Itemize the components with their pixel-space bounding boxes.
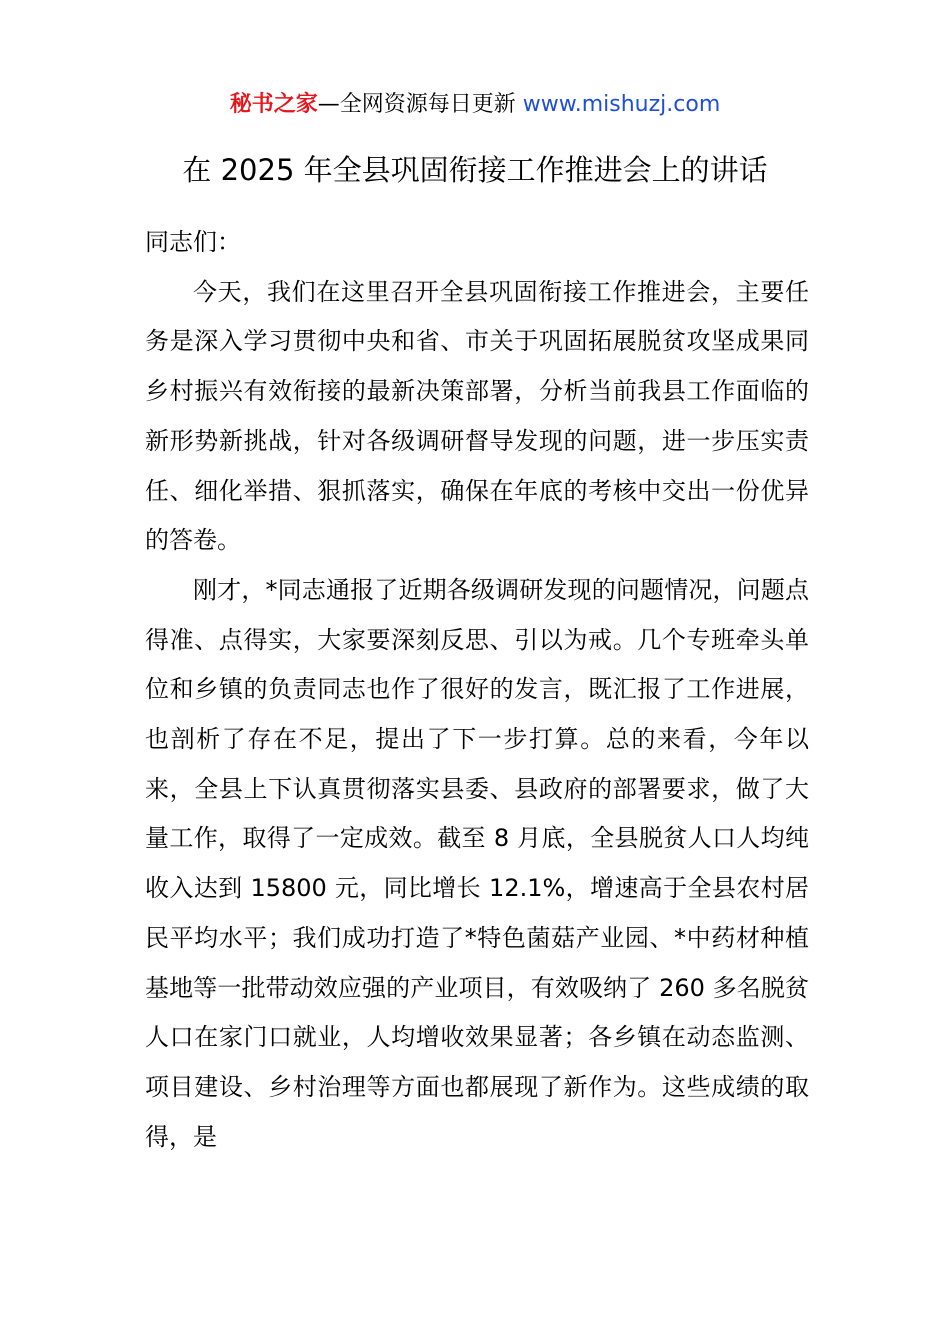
- site-tagline: —全网资源每日更新: [317, 92, 516, 117]
- site-header: [0, 88, 950, 122]
- document-body: [145, 218, 809, 1162]
- document-title: 在 2025 年全县巩固衔接工作推进会上的讲话: [182, 153, 768, 187]
- paragraph-2: 刚才，*同志通报了近期各级调研发现的问题情况，问题点得准、点得实，大家要深刻反思、引以为戒。几个专班牵头单位和乡镇的负责同志也作了很好的发言，既汇报了工作进展，也剖析了存在不足，提出了下一步打算。总的来看，今年以来，全县上下认真贯彻落实县委、县政府的部署要求，做了大量工作，取得了一定成效。截至 8 月底，全县脱贫人口人均纯收入达到 15800 元，同比增长 12.1%，增速高于全县农村居民平均水平；我们成功打造了*特色菌菇产业园、*中药材种植基地等一批带动效应强的产业项目，有效吸纳了 260 多名脱贫人口在家门口就业，人均增收效果显著；各乡镇在动态监测、项目建设、乡村治理等方面也都展现了新作为。这些成绩的取得，是: [145, 575, 809, 1151]
- paragraph-1: 今天，我们在这里召开全县巩固衔接工作推进会，主要任务是深入学习贯彻中央和省、市关于巩固拓展脱贫攻坚成果同乡村振兴有效衔接的最新决策部署，分析当前我县工作面临的新形势新挑战，针对各级调研督导发现的问题，进一步压实责任、细化举措、狠抓落实，确保在年底的考核中交出一份优异的答卷。: [145, 277, 809, 555]
- salutation: 同志们：: [145, 228, 241, 256]
- site-brand: 秘书之家: [229, 92, 318, 117]
- site-url-link[interactable]: www.mishuzj.com: [522, 92, 721, 117]
